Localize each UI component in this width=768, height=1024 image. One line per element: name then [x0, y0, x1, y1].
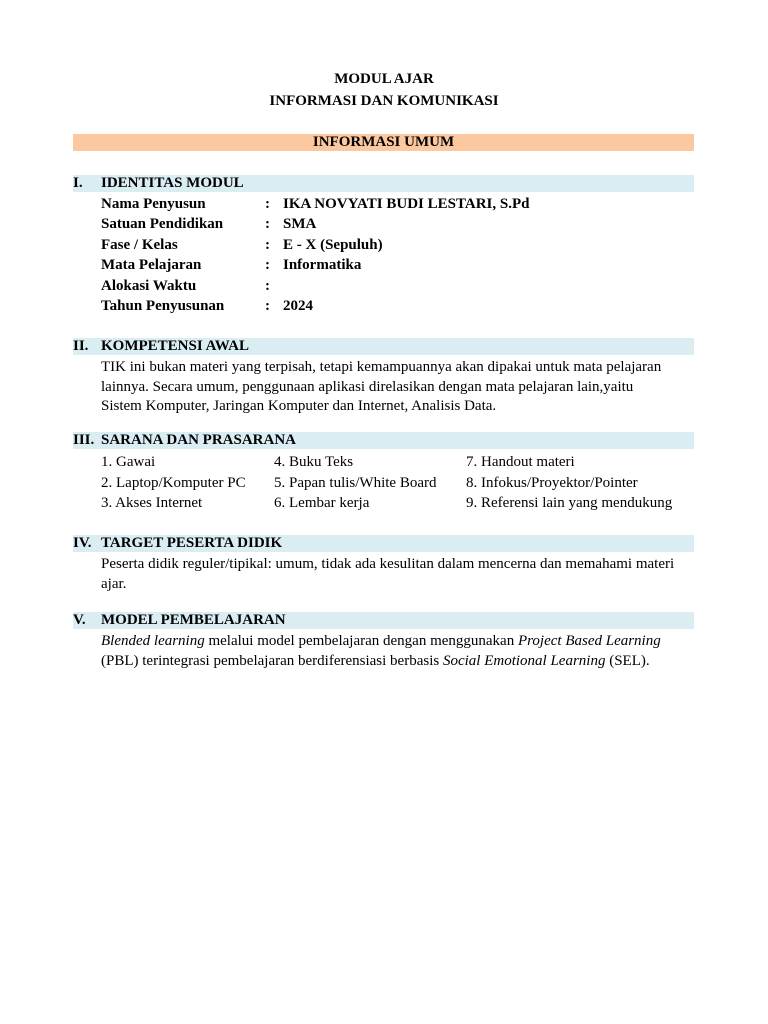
- section-heading-sarana: [73, 432, 694, 449]
- identity-label: Tahun Penyusunan: [101, 298, 225, 314]
- identity-label: Satuan Pendidikan: [101, 216, 224, 232]
- facility-item: 3. Akses Internet: [101, 495, 203, 511]
- general-info-banner: INFORMASI UMUM: [73, 134, 694, 151]
- facility-item: 4. Buku Teks: [274, 454, 354, 470]
- section-number: II.: [73, 338, 89, 354]
- facility-item: 2. Laptop/Komputer PC: [101, 475, 246, 491]
- facility-item: 5. Papan tulis/White Board: [274, 475, 437, 491]
- target-paragraph: [101, 555, 696, 594]
- document-subtitle: INFORMASI DAN KOMUNIKASI: [269, 93, 499, 109]
- identity-value: IKA NOVYATI BUDI LESTARI, S.Pd: [283, 196, 530, 212]
- paragraph-line: [101, 652, 696, 672]
- identity-colon: :: [265, 257, 270, 273]
- identity-label: Fase / Kelas: [101, 237, 178, 253]
- kompetensi-paragraph: [101, 358, 696, 417]
- identity-colon: :: [265, 196, 270, 212]
- identity-colon: :: [265, 278, 270, 294]
- section-heading-kompetensi: [73, 338, 694, 355]
- facility-item: 6. Lembar kerja: [274, 495, 370, 511]
- identity-label: Nama Penyusun: [101, 196, 206, 212]
- paragraph-text: (PBL) terintegrasi pembelajaran berdiferensiasi berbasis: [101, 652, 443, 669]
- identity-colon: :: [265, 216, 270, 232]
- section-title: TARGET PESERTA DIDIK: [101, 535, 283, 551]
- section-heading-model: [73, 612, 694, 629]
- facility-item: 7. Handout materi: [466, 454, 575, 470]
- paragraph-line: TIK ini bukan materi yang terpisah, tetapi kemampuannya akan dipakai untuk mata pelajaran: [101, 359, 662, 375]
- paragraph-line: ajar.: [101, 575, 127, 592]
- identity-label: Mata Pelajaran: [101, 257, 202, 273]
- paragraph-line: [101, 632, 696, 652]
- identity-label: Alokasi Waktu: [101, 278, 197, 294]
- identity-colon: :: [265, 237, 270, 253]
- model-paragraph: [101, 632, 696, 671]
- facility-item: 9. Referensi lain yang mendukung: [466, 495, 673, 511]
- facility-item: 8. Infokus/Proyektor/Pointer: [466, 475, 638, 491]
- section-title: IDENTITAS MODUL: [101, 175, 244, 191]
- identity-colon: :: [265, 298, 270, 314]
- section-title: KOMPETENSI AWAL: [101, 338, 249, 354]
- identity-value: 2024: [283, 298, 313, 314]
- paragraph-text: melalui model pembelajaran dengan menggunakan: [204, 633, 518, 649]
- paragraph-line: lainnya. Secara umum, penggunaan aplikasi direlasikan dengan mata pelajaran lain,yaitu: [101, 378, 634, 395]
- section-number: IV.: [73, 535, 92, 551]
- section-title: MODEL PEMBELAJARAN: [101, 612, 286, 628]
- identity-value: Informatika: [283, 257, 362, 273]
- section-number: III.: [73, 432, 95, 448]
- identity-value: E - X (Sepuluh): [283, 237, 383, 253]
- section-title: SARANA DAN PRASARANA: [101, 432, 297, 448]
- section-number: I.: [73, 175, 83, 191]
- italic-term: Social Emotional Learning: [442, 652, 606, 669]
- section-number: V.: [73, 612, 86, 628]
- paragraph-line: Peserta didik reguler/tipikal: umum, tidak ada kesulitan dalam mencerna dan memahami materi: [101, 556, 675, 572]
- paragraph-line: Sistem Komputer, Jaringan Komputer dan Internet, Analisis Data.: [101, 398, 497, 414]
- italic-term: Project Based Learning: [517, 633, 661, 649]
- facility-item: 1. Gawai: [101, 454, 156, 470]
- identity-value: SMA: [283, 216, 317, 232]
- document-title: MODUL AJAR: [334, 71, 434, 87]
- section-heading-target: [73, 535, 694, 552]
- paragraph-text: (SEL).: [605, 652, 650, 669]
- section-heading-identitas: [73, 175, 694, 192]
- italic-term: Blended learning: [101, 633, 205, 649]
